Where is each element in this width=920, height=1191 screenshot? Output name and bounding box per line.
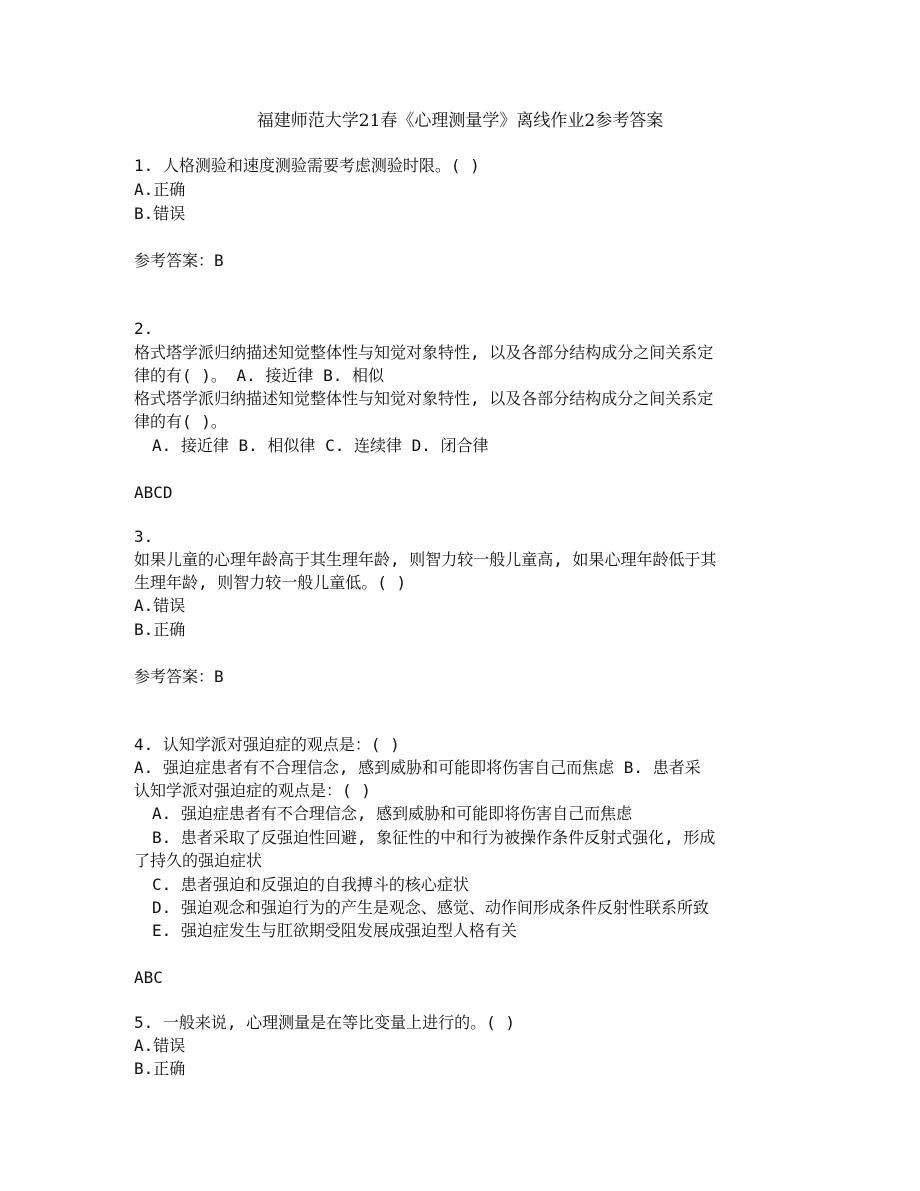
question-2-options: A. 接近律 B. 相似律 C. 连续律 D. 闭合律	[152, 436, 489, 455]
question-4-stem: 4. 认知学派对强迫症的观点是：( )	[134, 735, 400, 754]
question-2-line-2: 律的有( )。 A. 接近律 B. 相似	[134, 366, 384, 385]
document-title: 福建师范大学21春《心理测量学》离线作业2参考答案	[256, 111, 664, 131]
question-4-option-d: D. 强迫观念和强迫行为的产生是观念、感觉、动作间形成条件反射性联系所致	[152, 898, 709, 917]
question-4-option-e: E. 强迫症发生与肛欲期受阻发展成强迫型人格有关	[152, 921, 517, 940]
question-4-option-b-line-2: 了持久的强迫症状	[134, 851, 263, 870]
question-1-answer: 参考答案：B	[134, 251, 224, 270]
question-4-option-b-line-1: B. 患者采取了反强迫性回避, 象征性的中和行为被操作条件反射式强化, 形成	[152, 828, 716, 847]
question-1-option-a: A.正确	[134, 180, 186, 199]
question-3-line-1: 如果儿童的心理年龄高于其生理年龄, 则智力较一般儿童高, 如果心理年龄低于其	[134, 550, 717, 569]
question-2-number: 2.	[134, 319, 154, 338]
question-5-option-b: B.正确	[134, 1059, 186, 1078]
question-5-stem: 5. 一般来说, 心理测量是在等比变量上进行的。( )	[134, 1013, 516, 1032]
question-3-answer: 参考答案：B	[134, 667, 224, 686]
question-3-option-b: B.正确	[134, 620, 186, 639]
question-1-option-b: B.错误	[134, 204, 186, 223]
question-4-option-a: A. 强迫症患者有不合理信念, 感到威胁和可能即将伤害自己而焦虑	[152, 804, 633, 823]
question-2-line-3: 格式塔学派归纳描述知觉整体性与知觉对象特性, 以及各部分结构成分之间关系定	[134, 389, 714, 408]
question-1-stem: 1. 人格测验和速度测验需要考虑测验时限。( )	[134, 156, 480, 175]
question-3-number: 3.	[134, 527, 154, 546]
question-2-answer: ABCD	[134, 483, 173, 502]
question-4-preview: A. 强迫症患者有不合理信念, 感到威胁和可能即将伤害自己而焦虑 B. 患者采	[134, 758, 701, 777]
question-4-option-c: C. 患者强迫和反强迫的自我搏斗的核心症状	[152, 875, 469, 894]
question-4-answer: ABC	[134, 968, 163, 987]
question-4-restate: 认知学派对强迫症的观点是：( )	[134, 781, 371, 800]
question-3-option-a: A.错误	[134, 596, 186, 615]
question-5-option-a: A.错误	[134, 1036, 186, 1055]
question-2-line-4: 律的有( )。	[134, 412, 227, 431]
question-2-line-1: 格式塔学派归纳描述知觉整体性与知觉对象特性, 以及各部分结构成分之间关系定	[134, 343, 714, 362]
question-3-line-2: 生理年龄, 则智力较一般儿童低。( )	[134, 573, 407, 592]
